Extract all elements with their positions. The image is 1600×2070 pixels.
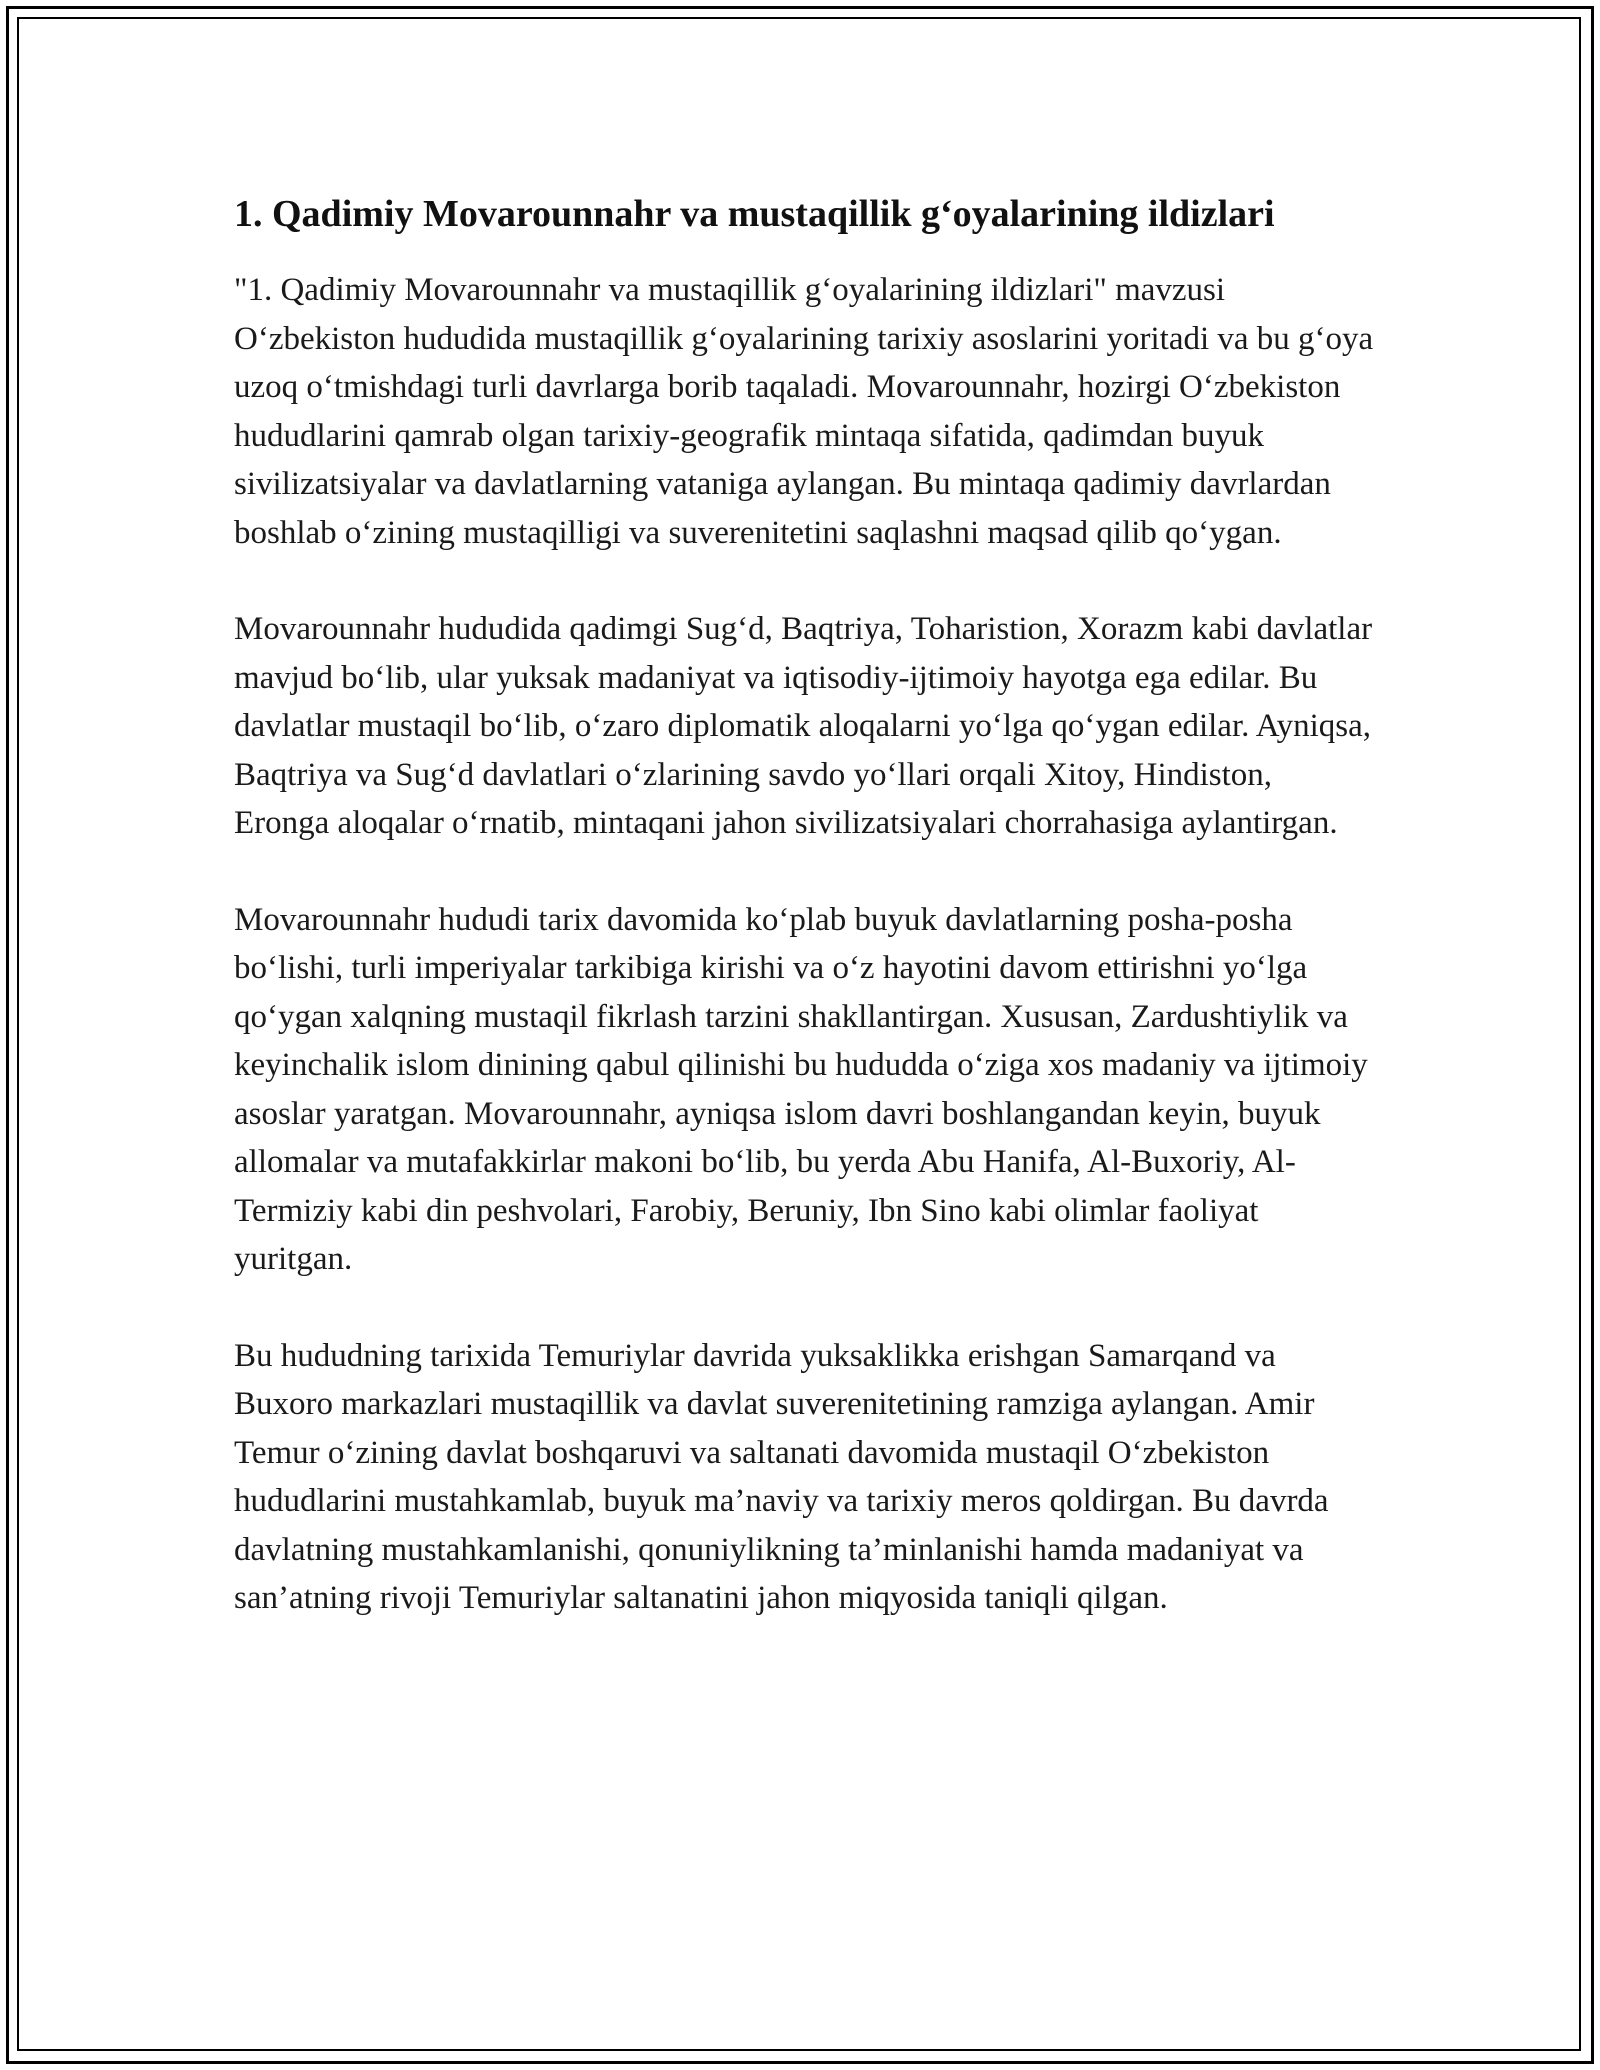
paragraph-2: Movarounnahr hududida qadimgi Sug‘d, Baqtriya, Toharistion, Xorazm kabi davlatlar mavjud bo‘lib, ular yuksak madaniyat va iqtisodiy-ijtimoiy hayotga ega edilar. Bu davlatlar mustaqil bo‘lib, o‘zaro diplomatik aloqalarni yo‘lga qo‘ygan edilar. Ayniqsa, Baqtriya va Sug‘d davlatlari o‘zlarining savdo yo‘llari orqali Xitoy, Hindiston, Eronga aloqalar o‘rnatib, mintaqani jahon sivilizatsiyalari chorrahasiga aylantirgan. (234, 611, 1373, 841)
document-body (234, 186, 1374, 1671)
document-title: 1. Qadimiy Movarounnahr va mustaqillik g‘oyalarining ildizlari (234, 193, 1275, 235)
paragraph-3: Movarounnahr hududi tarix davomida ko‘plab buyuk davlatlarning posha-posha bo‘lishi, turli imperiyalar tarkibiga kirishi va o‘z hayotini davom ettirishni yo‘lga qo‘ygan xalqning mustaqil fikrlash tarzini shakllantirgan. Xususan, Zardushtiylik va keyinchalik islom dinining qabul qilinishi bu hududda o‘ziga xos madaniy va ijtimoiy asoslar yaratgan. Movarounnahr, ayniqsa islom davri boshlangandan keyin, buyuk allomalar va mutafakkirlar makoni bo‘lib, bu yerda Abu Hanifa, Al-Buxoriy, Al-Termiziy kabi din peshvolari, Farobiy, Beruniy, Ibn Sino kabi olimlar faoliyat yuritgan. (234, 901, 1368, 1277)
paragraph-1: "1. Qadimiy Movarounnahr va mustaqillik g‘oyalarining ildizlari" mavzusi O‘zbekiston hududida mustaqillik g‘oyalarining tarixiy asoslarini yoritadi va bu g‘oya uzoq o‘tmishdagi turli davrlarga borib taqaladi. Movarounnahr, hozirgi O‘zbekiston hududlarini qamrab olgan tarixiy-geografik mintaqa sifatida, qadimdan buyuk sivilizatsiyalar va davlatlarning vataniga aylangan. Bu mintaqa qadimiy davrlardan boshlab o‘zining mustaqilligi va suverenitetini saqlashni maqsad qilib qo‘ygan. (234, 272, 1374, 551)
paragraph-4: Bu hududning tarixida Temuriylar davrida yuksaklikka erishgan Samarqand va Buxoro markazlari mustaqillik va davlat suverenitetining ramziga aylangan. Amir Temur o‘zining davlat boshqaruvi va saltanati davomida mustaqil O‘zbekiston hududlarini mustahkamlab, buyuk ma’naviy va tarixiy meros qoldirgan. Bu davrda davlatning mustahkamlanishi, qonuniylikning ta’minlanishi hamda madaniyat va san’atning rivoji Temuriylar saltanatini jahon miqyosida taniqli qilgan. (234, 1337, 1329, 1616)
